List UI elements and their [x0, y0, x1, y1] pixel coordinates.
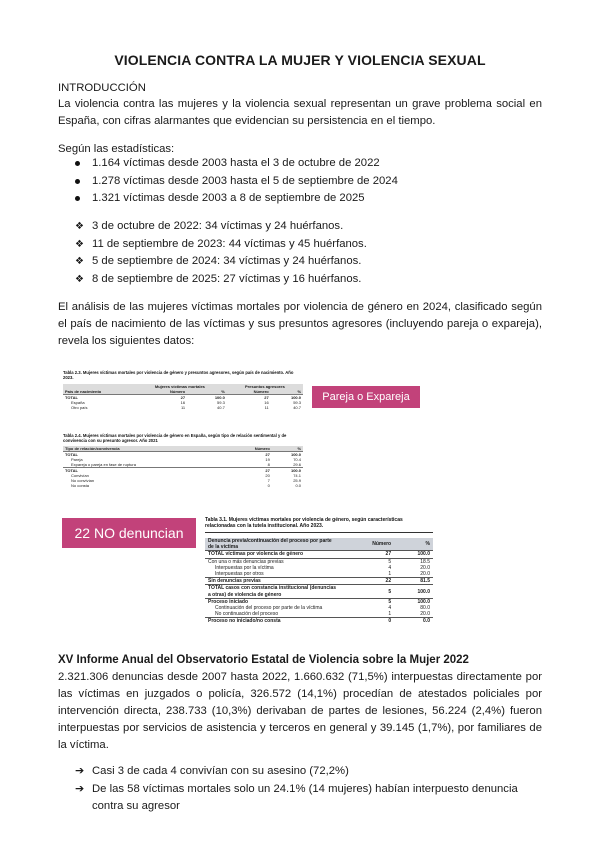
list-item: ➔ Casi 3 de cada 4 convivían con su asesino (72,2%): [58, 763, 542, 781]
report-paragraph: 2.321.306 denuncias desde 2007 hasta 2022, 1.660.632 (71,5%) interpuestas directamente por las víctimas en juzgados o policía, 326.572 (14,1%) procedían de atestados policiales por intervención directa, 238.733 (10,3%) derivaban de partes de lesiones, 56.224 (2,4%) fueron interpuestas por servicios de asistencia y terceros en general y 39.145 (1,7%), por familiares de la víctima.: [58, 671, 542, 751]
list-item: ❖ 3 de octubre de 2022: 34 víctimas y 24 huérfanos.: [58, 218, 367, 236]
arrow-right-icon: ➔: [75, 782, 85, 795]
bullet-icon: [75, 179, 80, 184]
table-country-of-birth: [63, 370, 303, 426]
table-row: Otro país 11 40.7 11 40.7: [71, 405, 301, 410]
table-row: No continuación del proceso 1 20.0: [215, 611, 430, 618]
stats-label: Según las estadísticas:: [58, 143, 175, 155]
table-row: Continuación del proceso por parte de la víctima 4 80.0: [215, 605, 430, 612]
label-pareja-expareja: Pareja o Expareja: [312, 386, 420, 408]
table-row: Proceso iniciado 5 100.0: [205, 598, 433, 605]
data-table: Mujeres víctimas mortales Presuntos agresores País de nacimiento Número % Número % TOTAL 27 100.0 27 100.0 España 16 59.3 16 59.3 Otro país 11 40.7 11 40.7: [65, 384, 301, 410]
table-row: Pareja 19 70.4: [71, 457, 301, 462]
table-row: Convivían 20 74.1: [71, 473, 301, 478]
table-row: Interpuestas por otros 1 20.0: [215, 571, 430, 578]
table-caption: Tabla 2.4. Mujeres víctimas mortales por violencia de género en España, según tipo de relación sentimental y de convivencia con su presunto agresor. Año 2021: [63, 433, 287, 443]
list-item: 1.278 víctimas desde 2003 hasta el 5 de septiembre de 2024: [58, 173, 398, 191]
arrow-right-icon: ➔: [75, 765, 85, 777]
table-institutional: [205, 517, 433, 635]
list-item: ❖ 5 de septiembre de 2024: 34 víctimas y 24 huérfanos.: [58, 253, 367, 271]
table-row: Sin denuncias previas 22 81.5: [205, 578, 433, 585]
data-table: Tipo de relación/convivencia Número % TOTAL 27 100.0 Pareja 19 70.4 Expareja o pareja en fase de ruptura 8 29.6 TOTAL 27 100.0 Convivían 20 74.1 No convivían 7 25.9 No consta 0 0.0: [65, 446, 301, 488]
table-row: Proceso no iniciado/no consta 0 0.0: [205, 618, 433, 625]
list-item: 1.321 víctimas desde 2003 a 8 de septiembre de 2025: [58, 190, 398, 208]
stats-list: [58, 155, 398, 208]
diamond-bullet-icon: ❖: [75, 273, 84, 285]
diamond-bullet-icon: ❖: [75, 256, 84, 267]
intro-paragraph: La violencia contra las mujeres y la violencia sexual representan un grave problema social en España, con cifras alarmantes que evidencian su persistencia en el tiempo.: [58, 98, 542, 127]
list-item: ➔ De las 58 víctimas mortales solo un 24.1% (14 mujeres) habían interpuesto denuncia contra su agresor: [75, 782, 518, 812]
list-item: ❖ 8 de septiembre de 2025: 27 víctimas y 16 huérfanos.: [58, 271, 367, 289]
table-row: España 16 59.3 16 59.3: [71, 400, 301, 405]
table-row: TOTAL víctimas por violencia de género 27 100.0: [205, 551, 433, 558]
table-row: No convivían 7 25.9: [71, 478, 301, 483]
table-row: TOTAL 27 100.0: [65, 452, 301, 457]
table-caption: Tabla 2.3. Mujeres víctimas mortales por violencia de género y presuntos agresores, según país de nacimiento. Año 2023.: [63, 370, 294, 380]
table-row: TOTAL 27 100.0 27 100.0: [65, 395, 301, 400]
analysis-paragraph: El análisis de las mujeres víctimas mortales por violencia de género en 2024, clasificado según el país de nacimiento de las víctimas y sus presuntos agresores (incluyendo pareja o expareja), revela los siguientes datos:: [58, 301, 542, 347]
table-row: Expareja o pareja en fase de ruptura 8 29.6: [71, 462, 301, 467]
table-row: No consta 0 0.0: [71, 483, 301, 488]
table-caption: Tabla 3.1. Mujeres víctimas mortales por violencia de género, según características relacionadas con la tutela institucional. Año 2023.: [205, 517, 433, 533]
bullet-icon: [75, 161, 80, 166]
table-relationship: [63, 433, 303, 498]
intro-heading: INTRODUCCIÓN: [58, 82, 146, 94]
list-item: ❖ 11 de septiembre de 2023: 44 víctimas y 45 huérfanos.: [58, 236, 367, 254]
data-table: Denuncia previa/continuación del proceso por parte de la víctima Número % TOTAL víctimas por violencia de género 27 100.0 Con una o más denuncias previas 5 18.5 Interpuestas por la víctima 4 20.0 Interpuestas por otros 1 20.0 Sin denuncias previas 22 81.5 TOTAL casos con constancia institucional (denuncias a otras) de violencia de género 5 100.0 Proceso iniciado 5 100.0 Continuación del proceso por parte de la víctima 4 80.0 No continuación del proceso 1 20.0 Proceso no iniciado/no consta 0 0.0: [205, 538, 433, 625]
findings-list: [58, 763, 542, 816]
table-row: Interpuestas por la víctima 4 20.0: [215, 564, 430, 571]
bullet-icon: [75, 196, 80, 201]
diamond-bullet-icon: ❖: [75, 238, 84, 250]
page-title: VIOLENCIA CONTRA LA MUJER Y VIOLENCIA SEXUAL: [114, 52, 486, 68]
table-row: TOTAL 27 100.0: [65, 468, 301, 473]
table-row: TOTAL casos con constancia institucional (denuncias a otras) de violencia de género 5 100.0: [205, 585, 433, 598]
diamond-bullet-icon: ❖: [75, 221, 84, 232]
report-heading: XV Informe Anual del Observatorio Estatal de Violencia sobre la Mujer 2022: [58, 654, 469, 666]
table-row: Con una o más denuncias previas 5 18.5: [205, 558, 433, 565]
dates-list: [58, 218, 367, 288]
list-item: 1.164 víctimas desde 2003 hasta el 3 de octubre de 2022: [58, 155, 398, 173]
label-no-denuncian: 22 NO denuncian: [62, 518, 196, 548]
